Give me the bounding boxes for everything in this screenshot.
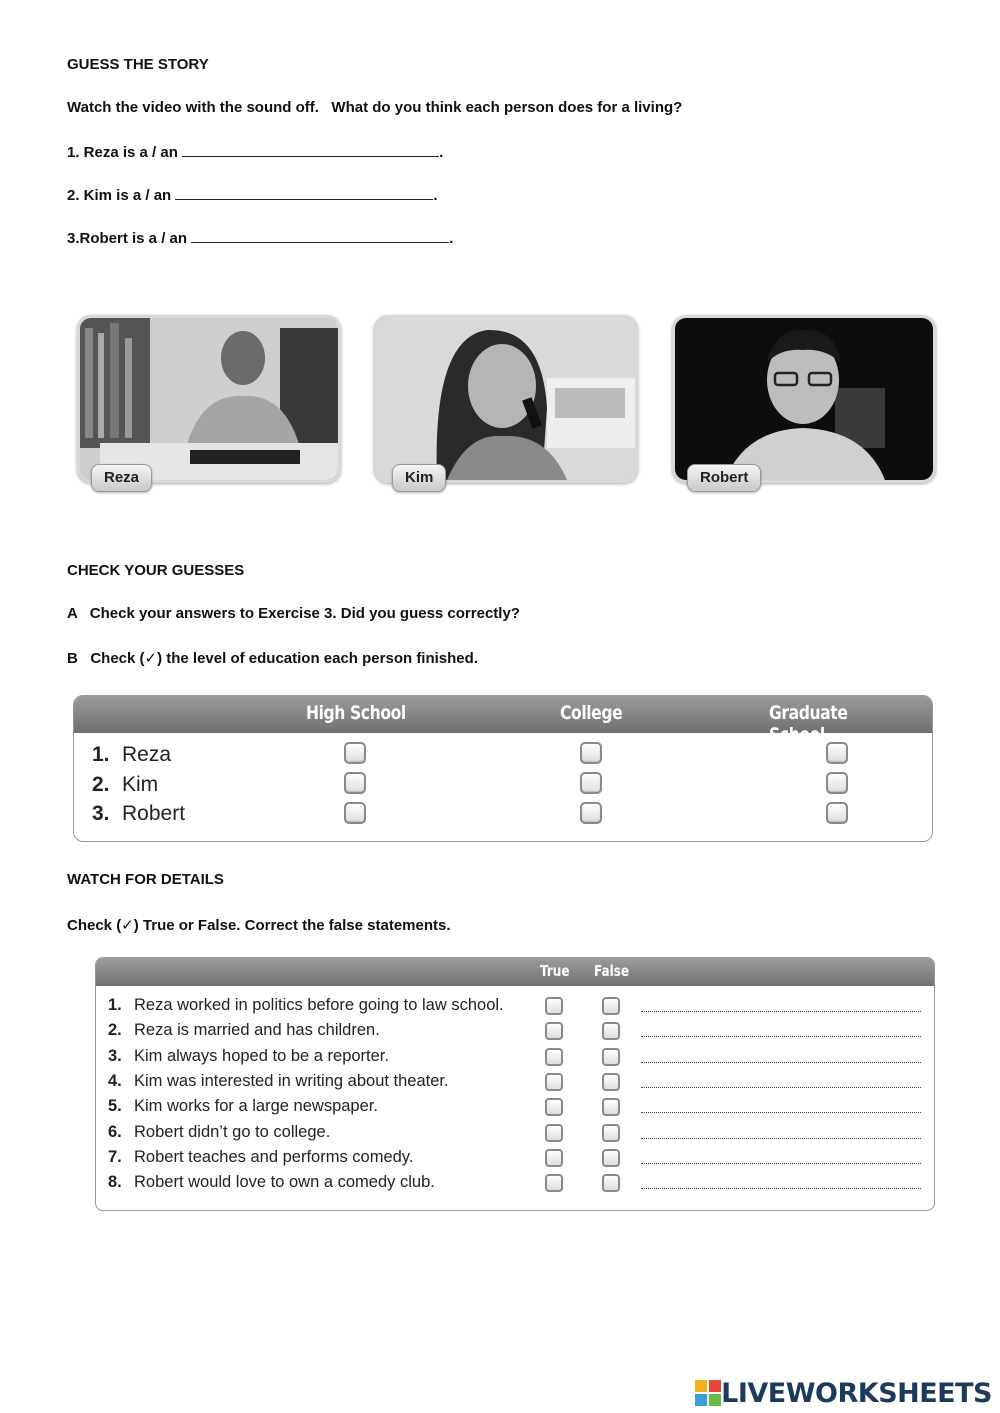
guess-item-3 xyxy=(67,228,453,247)
checkbox-false-8[interactable] xyxy=(602,1174,620,1192)
statement-text: Kim was interested in writing about theater. xyxy=(134,1071,449,1090)
correction-line-4[interactable] xyxy=(641,1086,921,1088)
instruction-b: B Check (✓) the level of education each person finished. xyxy=(67,650,478,667)
statement-row-4 xyxy=(108,1072,449,1091)
statement-number: 1. xyxy=(108,996,122,1014)
row-name: Robert xyxy=(122,802,186,825)
statement-number: 2. xyxy=(108,1021,122,1040)
correction-line-2[interactable] xyxy=(641,1035,921,1037)
statement-number: 8. xyxy=(108,1173,122,1192)
checkbox-false-6[interactable] xyxy=(602,1124,620,1142)
liveworksheets-logo xyxy=(695,1376,992,1410)
checkbox-false-1[interactable] xyxy=(602,997,620,1015)
education-row-robert xyxy=(92,802,185,826)
education-row-reza xyxy=(92,743,171,767)
instruction-guess: Watch the video with the sound off. What do you think each person does for a living? xyxy=(67,99,683,116)
statement-row-7 xyxy=(108,1148,413,1167)
statement-text: Reza is married and has children. xyxy=(134,1021,380,1040)
checkbox-true-7[interactable] xyxy=(545,1149,563,1167)
column-high-school: High School xyxy=(306,702,406,724)
checkbox-robert-high-school[interactable] xyxy=(344,802,366,824)
checkbox-true-2[interactable] xyxy=(545,1022,563,1040)
column-true: True xyxy=(540,962,570,980)
statement-number: 4. xyxy=(108,1071,122,1090)
statement-number: 3. xyxy=(108,1046,122,1065)
column-graduate-school: Graduate School xyxy=(769,702,848,746)
statement-text: Robert teaches and performs comedy. xyxy=(134,1147,414,1166)
checkbox-false-4[interactable] xyxy=(602,1073,620,1091)
guess-item-1 xyxy=(67,142,443,161)
column-false: False xyxy=(594,962,629,980)
statement-row-6 xyxy=(108,1123,330,1142)
name-tag-reza: Reza xyxy=(91,464,152,492)
checkbox-true-3[interactable] xyxy=(545,1048,563,1066)
photo-kim xyxy=(374,315,638,483)
correction-line-6[interactable] xyxy=(641,1137,921,1139)
section-heading-check-your-guesses: CHECK YOUR GUESSES xyxy=(67,562,245,579)
answer-blank-2[interactable] xyxy=(175,185,433,200)
row-number: 3. xyxy=(92,802,110,825)
checkbox-robert-college[interactable] xyxy=(580,802,602,824)
checkbox-kim-graduate-school[interactable] xyxy=(826,772,848,794)
checkbox-robert-graduate-school[interactable] xyxy=(826,802,848,824)
statement-row-1 xyxy=(108,996,504,1015)
education-table xyxy=(73,695,933,842)
correction-line-5[interactable] xyxy=(641,1111,921,1113)
statement-text: Robert would love to own a comedy club. xyxy=(134,1173,435,1192)
statement-row-8 xyxy=(108,1173,435,1192)
row-number: 1. xyxy=(92,743,110,766)
answer-blank-3[interactable] xyxy=(191,228,449,243)
checkbox-false-2[interactable] xyxy=(602,1022,620,1040)
instruction-a: A Check your answers to Exercise 3. Did you guess correctly? xyxy=(67,605,520,622)
photo-robert xyxy=(672,315,936,483)
checkbox-true-1[interactable] xyxy=(545,997,563,1015)
true-false-table-header xyxy=(96,958,934,986)
liveworksheets-logo-icon xyxy=(695,1380,721,1406)
guess-item-3-suffix: . xyxy=(449,230,454,247)
row-number: 2. xyxy=(92,773,110,796)
column-college: College xyxy=(560,702,623,724)
statement-row-3 xyxy=(108,1047,389,1066)
correction-line-8[interactable] xyxy=(641,1187,921,1189)
true-false-table xyxy=(95,957,935,1211)
guess-item-1-text: 1. Reza is a / an xyxy=(67,144,183,161)
name-tag-kim: Kim xyxy=(392,464,446,492)
guess-item-2-suffix: . xyxy=(433,187,438,204)
answer-blank-1[interactable] xyxy=(182,142,439,157)
row-name: Kim xyxy=(122,773,159,796)
checkbox-reza-graduate-school[interactable] xyxy=(826,742,848,764)
checkbox-kim-high-school[interactable] xyxy=(344,772,366,794)
checkbox-true-6[interactable] xyxy=(545,1124,563,1142)
statement-number: 5. xyxy=(108,1097,122,1116)
checkbox-true-8[interactable] xyxy=(545,1174,563,1192)
statement-number: 6. xyxy=(108,1122,122,1141)
education-row-kim xyxy=(92,773,158,797)
checkbox-reza-college[interactable] xyxy=(580,742,602,764)
row-name: Reza xyxy=(122,743,172,766)
checkbox-reza-high-school[interactable] xyxy=(344,742,366,764)
liveworksheets-logo-text: LIVEWORKSHEETS xyxy=(721,1377,992,1409)
checkbox-false-5[interactable] xyxy=(602,1098,620,1116)
correction-line-1[interactable] xyxy=(641,1010,921,1012)
statement-text: Kim works for a large newspaper. xyxy=(134,1097,378,1116)
guess-item-3-text: 3.Robert is a / an xyxy=(67,230,192,247)
statement-text: Kim always hoped to be a reporter. xyxy=(134,1046,389,1065)
statement-text: Robert didn’t go to college. xyxy=(134,1122,331,1141)
statement-text: Reza worked in politics before going to law school. xyxy=(134,996,504,1014)
name-tag-robert: Robert xyxy=(687,464,761,492)
guess-item-2-text: 2. Kim is a / an xyxy=(67,187,176,204)
section-heading-guess-the-story: GUESS THE STORY xyxy=(67,56,209,73)
education-table-header xyxy=(74,696,932,746)
photo-reza xyxy=(77,315,341,483)
correction-line-7[interactable] xyxy=(641,1162,921,1164)
instruction-true-false: Check (✓) True or False. Correct the false statements. xyxy=(67,917,451,934)
checkbox-kim-college[interactable] xyxy=(580,772,602,794)
statement-number: 7. xyxy=(108,1147,122,1166)
checkbox-false-7[interactable] xyxy=(602,1149,620,1167)
checkbox-false-3[interactable] xyxy=(602,1048,620,1066)
correction-line-3[interactable] xyxy=(641,1061,921,1063)
checkbox-true-5[interactable] xyxy=(545,1098,563,1116)
guess-item-2 xyxy=(67,185,438,204)
statement-row-5 xyxy=(108,1097,378,1116)
section-heading-watch-for-details: WATCH FOR DETAILS xyxy=(67,871,224,888)
statement-row-2 xyxy=(108,1021,380,1040)
guess-item-1-suffix: . xyxy=(439,144,444,161)
checkbox-true-4[interactable] xyxy=(545,1073,563,1091)
